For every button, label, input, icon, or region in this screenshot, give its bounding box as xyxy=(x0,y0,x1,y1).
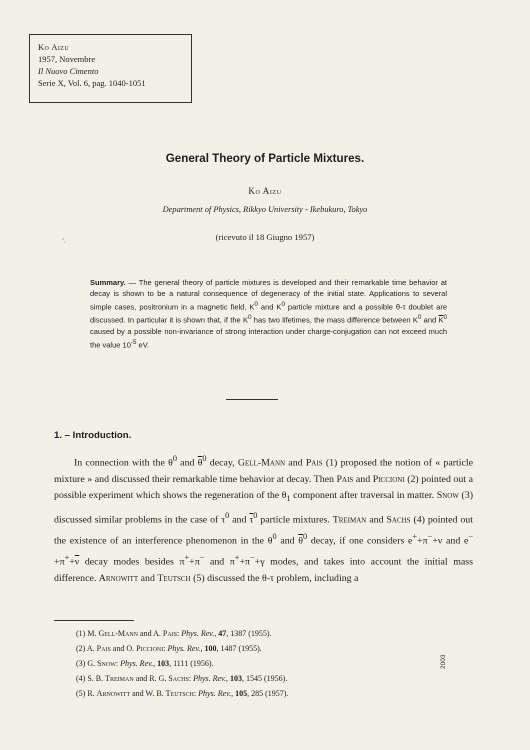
footnote-text: and O. xyxy=(110,643,137,653)
footnote-text: and A. xyxy=(138,629,163,638)
footnote-text: and W. B. xyxy=(130,688,166,698)
author-name: Sachs xyxy=(386,514,411,526)
footnote-text: , 285 (1957). xyxy=(247,688,289,698)
volume-number: 105 xyxy=(235,688,248,698)
author-name: Sachs xyxy=(168,673,189,683)
section-divider xyxy=(226,399,278,400)
footnote-text: A. xyxy=(86,643,97,653)
introduction-body xyxy=(54,451,473,587)
footnote-text: M. xyxy=(87,629,99,638)
author-name: Piccioni xyxy=(136,643,164,653)
volume-number: 103 xyxy=(230,673,243,683)
body-text: and xyxy=(229,514,250,526)
author-name: Pais xyxy=(96,643,111,653)
summary-abstract xyxy=(90,278,447,351)
superscript: 0 xyxy=(443,314,448,322)
subscript: 1 xyxy=(286,494,291,504)
body-text: (4) pointed out the existence of an interference phenomenon in the θ xyxy=(54,514,473,547)
stray-mark: ˇ. xyxy=(62,239,66,245)
author-name: Gell-Mann xyxy=(98,629,139,638)
citation-journal: Il Nuovo Cimento xyxy=(38,66,99,76)
body-text: decay, if one considers e xyxy=(307,535,413,547)
superscript: + xyxy=(234,552,240,562)
footnote-text: : xyxy=(193,688,199,698)
body-text: +γ modes, and takes into account the initial mass difference. xyxy=(54,556,473,584)
paper-author: Ko Aizu xyxy=(248,186,282,196)
paper-received-date: (ricevuto il 18 Giugno 1957) xyxy=(215,232,315,242)
overbar-symbol: $\overline{\nu}$ xyxy=(74,556,80,568)
overbar-symbol: $\overline{\theta}$ xyxy=(197,457,203,469)
summary-text: particle mixture and a possible θ-τ doublet are discussed. In particular it is shown that, if the K xyxy=(90,302,447,325)
footnote-number: (4) xyxy=(76,673,86,683)
footnote-text: R. xyxy=(87,688,97,698)
superscript: − xyxy=(250,552,255,562)
superscript: − xyxy=(427,531,433,541)
footnote-text: : xyxy=(188,673,194,683)
body-text: and π xyxy=(204,556,235,568)
superscript: -5 xyxy=(130,338,137,346)
superscript: 0 xyxy=(417,314,422,322)
body-text: and xyxy=(176,457,198,469)
summary-text: — The general theory of particle mixtures is developed and their remarkable time behavior at decay is shown to be a natural consequence of degeneracy of the initial state. Applications to several simple cases, positronium in a magnetic field, K xyxy=(90,278,447,312)
body-text: decay modes besides π xyxy=(79,556,185,568)
body-text: (5) discussed the θ-τ problem, including a xyxy=(190,572,359,584)
citation-box xyxy=(29,34,192,103)
superscript: 0 xyxy=(281,300,285,308)
footnote-text: , xyxy=(231,688,236,698)
summary-text: and K xyxy=(257,302,282,312)
citation-author: Ko Aizu xyxy=(38,42,70,52)
introduction-paragraph xyxy=(54,451,473,587)
summary-text: has two lifetimes, the mass difference between K xyxy=(251,315,418,325)
overbar-symbol: $\overline{K}$ xyxy=(438,315,444,325)
body-text: +π xyxy=(189,556,200,568)
body-text: component after traversal in matter. xyxy=(290,490,437,502)
author-name: Gell-Mann xyxy=(237,457,286,469)
footnote-text: , 1111 (1956). xyxy=(169,658,214,668)
overbar-symbol: $\overline{\tau}$ xyxy=(249,514,254,526)
volume-number: 103 xyxy=(157,658,170,668)
journal-name: Phys. Rev. xyxy=(120,658,154,668)
body-text: (2) pointed out a possible experiment which shows the regeneration of the θ xyxy=(54,473,473,502)
superscript: 0 xyxy=(272,531,277,541)
author-name: Arnowitt xyxy=(98,572,139,584)
superscript: 0 xyxy=(254,300,258,308)
body-text: +π xyxy=(417,535,428,547)
footnote xyxy=(76,654,476,672)
citation-date: 1957, Novembre xyxy=(38,54,96,64)
journal-name: Phys. Rev. xyxy=(198,688,232,698)
summary-label: Summary. xyxy=(90,278,126,287)
footnote-divider xyxy=(54,620,134,621)
author-name: Teutsch xyxy=(165,688,194,698)
footnote-text: and R. G. xyxy=(133,673,169,683)
summary-text: eV. xyxy=(136,340,150,350)
superscript: 0 xyxy=(172,454,177,463)
body-text: and xyxy=(366,514,387,526)
superscript: + xyxy=(64,552,70,562)
footnote-text: , xyxy=(214,629,219,638)
footnote-text: , 1487 (1955). xyxy=(216,643,262,653)
archive-stamp: 2003 xyxy=(440,654,447,669)
journal-name: Phys. Rev. xyxy=(193,673,227,683)
footnote xyxy=(76,642,476,657)
section-heading: 1. – Introduction. xyxy=(54,430,132,441)
author-name: Treiman xyxy=(332,514,367,526)
body-text: (3) discussed similar problems in the case of τ xyxy=(54,490,473,526)
body-text: (1) proposed the notion of « particle mixture » and discussed their remarkable time behavior at decay. Then xyxy=(54,457,474,485)
author-name: Snow xyxy=(436,490,459,502)
footnote-text: G. xyxy=(87,658,98,668)
superscript: 0 xyxy=(248,314,252,322)
footnote-text: : xyxy=(115,658,121,668)
body-text: and xyxy=(276,535,299,547)
author-name: Teutsch xyxy=(157,572,191,584)
footnote-text: , 1545 (1956). xyxy=(242,673,288,683)
body-text: and xyxy=(285,457,306,469)
author-name: Pais xyxy=(336,473,354,485)
footnote-text: : xyxy=(163,643,168,653)
footnote-number: (1) xyxy=(76,629,86,638)
body-text: +ν and e xyxy=(432,535,469,547)
footnote-number: (5) xyxy=(76,688,86,698)
footnote xyxy=(76,687,476,702)
volume-number: 100 xyxy=(204,643,217,653)
author-name: Treiman xyxy=(105,673,134,683)
body-text: + xyxy=(69,556,75,568)
footnote-text: , 1387 (1955). xyxy=(226,629,272,638)
footnote-text: , xyxy=(153,658,158,668)
body-text: particle mixtures. xyxy=(257,514,333,526)
body-text: +π xyxy=(54,556,65,568)
author-name: Pais xyxy=(305,457,323,469)
author-name: Arnowitt xyxy=(96,688,131,698)
footnotes xyxy=(76,627,476,702)
footnote-text: : xyxy=(177,629,182,638)
volume-number: 47 xyxy=(218,629,227,638)
paper-title: General Theory of Particle Mixtures. xyxy=(165,152,365,165)
superscript: − xyxy=(199,552,205,562)
superscript: 0 xyxy=(253,511,258,521)
journal-name: Phys. Rev. xyxy=(167,643,201,653)
footnote-text: S. B. xyxy=(87,673,106,683)
summary-text: and xyxy=(421,315,439,325)
citation-series: Serie X, Vol. 6, pag. 1040-1051 xyxy=(38,78,146,88)
journal-name: Phys. Rev. xyxy=(181,629,215,638)
superscript: − xyxy=(468,531,473,541)
author-name: Snow xyxy=(97,658,116,668)
body-text: and xyxy=(138,572,158,584)
superscript: + xyxy=(412,531,418,541)
author-name: Piccioni xyxy=(372,473,405,485)
footnote xyxy=(76,672,476,687)
body-text: and xyxy=(353,473,373,485)
footnote-number: (2) xyxy=(76,643,86,653)
author-name: Pais xyxy=(162,629,178,638)
superscript: + xyxy=(184,552,190,562)
body-text: +π xyxy=(239,556,250,568)
footnote xyxy=(76,627,476,642)
footnote-text: , xyxy=(200,643,205,653)
overbar-symbol: $\overline{\theta}$ xyxy=(298,535,303,547)
superscript: 0 xyxy=(303,531,308,541)
paper-affiliation: Department of Physics, Rikkyo University - Ikebukuro, Tokyo xyxy=(162,205,368,214)
superscript: 0 xyxy=(202,454,207,463)
summary-text: caused by a possible non-invariance of strong interaction under charge-conjugation can not exceed much the value 10 xyxy=(90,326,447,350)
body-text: decay, xyxy=(206,457,238,469)
footnote-number: (3) xyxy=(76,658,86,668)
body-text: In connection with the θ xyxy=(74,457,173,469)
superscript: 0 xyxy=(225,511,230,521)
footnote-text: , xyxy=(226,673,231,683)
